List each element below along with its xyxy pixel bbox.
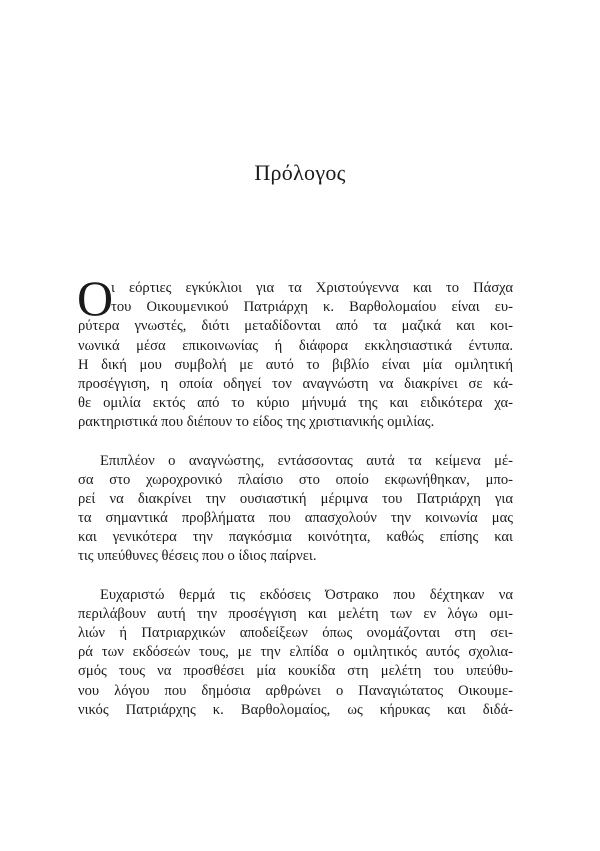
text-line: νου λόγου που δημόσια αρθρώνει ο Παναγιώτατος Οικουμε- — [78, 682, 513, 699]
text-line: και γενικότερα την παγκόσμια κοινότητα, καθώς επίσης και — [78, 529, 513, 546]
text-line: του Οικουμενικού Πατριάρχη κ. Βαρθολομαίου είναι ευ- — [111, 299, 513, 316]
text-line: προσέγγιση, η οποία οδηγεί τον αναγνώστη να διακρίνει σε κά- — [78, 375, 513, 392]
text-line: λιών ή Πατριαρχικών αποδείξεων όπως ονομάζονται στη σει- — [78, 625, 513, 641]
text-line: Επιπλέον ο αναγνώστης, εντάσσοντας αυτά τα κείμενα μέ- — [100, 452, 513, 469]
text-line: Η δική μου συμβολή με αυτό το βιβλίο είναι μία ομιλητική — [78, 356, 513, 373]
text-line: σμός τους να προσθέσει μία κουκίδα στη μελέτη του υπεύθυ- — [78, 663, 513, 680]
text-line: τα σημαντικά προβλήματα που απασχολούν την κοινωνία μας — [78, 510, 513, 527]
text-line: τις υπεύθυνες θέσεις που ο ίδιος παίρνει. — [78, 548, 317, 565]
paragraph-2 — [78, 452, 513, 567]
paragraph-3 — [78, 586, 513, 720]
text-line: ρά των εκδόσεών τους, με την ελπίδα ο ομιλητικός αυτός σχολια- — [78, 644, 513, 661]
text-line: ρακτηριστικά που διέπουν το είδος της χριστιανικής ομιλίας. — [78, 414, 435, 431]
text-line: ρύτερα γνωστές, διότι μεταδίδονται από τα μαζικά και κοι- — [78, 318, 513, 335]
text-line: θε ομιλία εκτός από το κύριο μήνυμά της και ειδικότερα χα- — [78, 395, 513, 412]
drop-cap: O — [77, 270, 114, 326]
page-title: Πρόλογος — [254, 160, 346, 185]
text-line: νικός Πατριάρχης κ. Βαρθολομαίος, ως κήρυκας και διδά- — [78, 701, 513, 718]
text-line: περιλάβουν αυτή την προσέγγιση και μελέτη των εν λόγω ομι- — [78, 605, 513, 622]
text-line: ι εόρτιες εγκύκλιοι για τα Χριστούγεννα και το Πάσχα — [111, 280, 513, 296]
text-line: Ευχαριστώ θερμά τις εκδόσεις Όστρακο που δέχτηκαν να — [100, 586, 513, 603]
text-line: σα στο χωροχρονικό πλαίσιο στο οποίο εκφωνήθηκαν, μπο- — [78, 471, 513, 488]
paragraph-1 — [77, 270, 513, 433]
text-line: νωνικά μέσα επικοινωνίας ή διάφορα εκκλησιαστικά έντυπα. — [78, 337, 513, 354]
body-text — [77, 270, 513, 739]
text-line: ρεί να διακρίνει την ουσιαστική μέριμνα του Πατριάρχη για — [78, 490, 513, 507]
